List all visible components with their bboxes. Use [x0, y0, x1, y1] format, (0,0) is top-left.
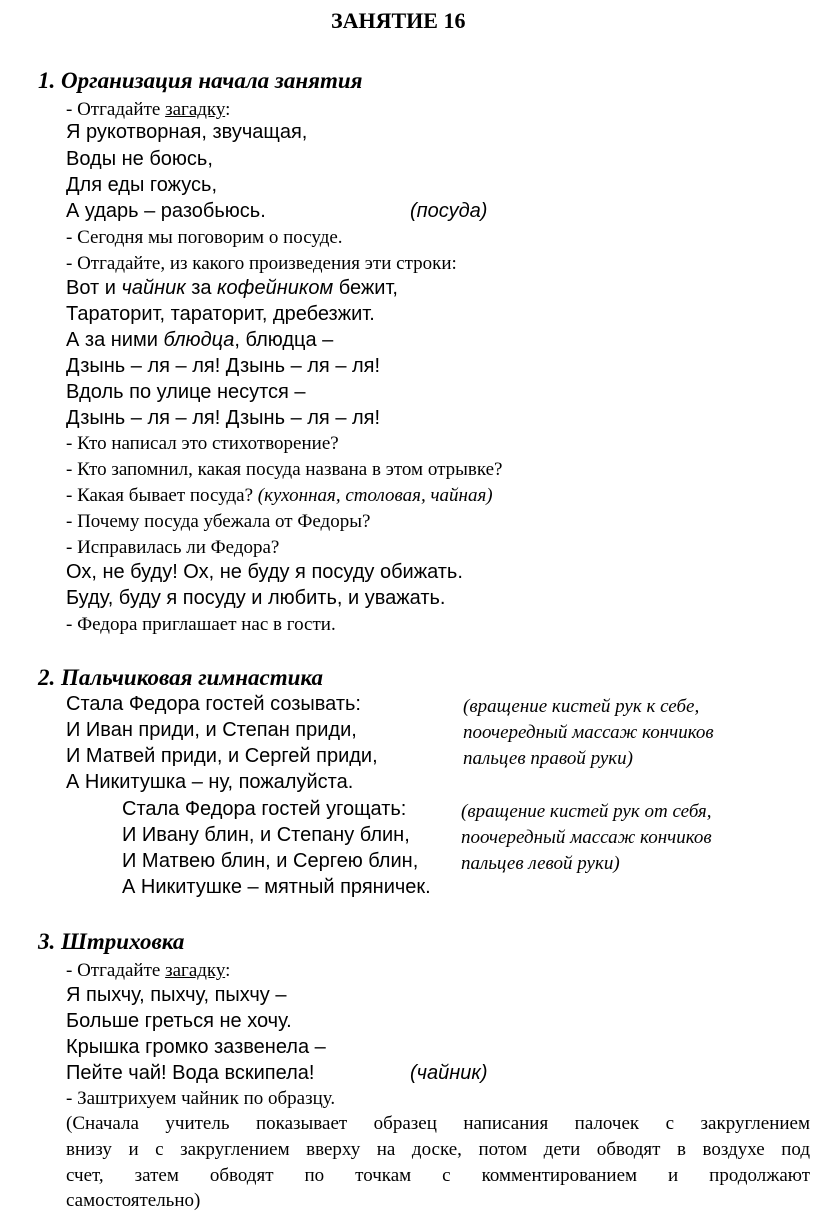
exercise-note: (вращение кистей рук от себя,: [461, 801, 712, 822]
text-line: - Отгадайте, из какого произведения эти строки:: [66, 253, 457, 274]
riddle-line: Для еды гожусь,: [66, 174, 217, 196]
section-2-heading: 2. Пальчиковая гимнастика: [38, 665, 323, 690]
poem-line: А за ними блюдца, блюдца –: [66, 329, 334, 351]
instruction-line: самостоятельно): [66, 1190, 201, 1211]
riddle-question-2: - Отгадайте загадку:: [66, 960, 231, 981]
riddle-line: Крышка громко зазвенела –: [66, 1036, 326, 1058]
riddle-line: Воды не боюсь,: [66, 148, 213, 170]
poem-line: Стала Федора гостей угощать:: [122, 798, 407, 820]
poem-line: Тараторит, тараторит, дребезжит.: [66, 303, 375, 325]
poem-line: Буду, буду я посуду и любить, и уважать.: [66, 587, 446, 609]
text-line: - Федора приглашает нас в гости.: [66, 614, 336, 635]
section-1-heading: 1. Организация начала занятия: [38, 68, 363, 93]
poem-line: И Ивану блин, и Степану блин,: [122, 824, 410, 846]
page-title: ЗАНЯТИЕ 16: [331, 8, 466, 33]
poem-line: Ох, не буду! Ох, не буду я посуду обижать.: [66, 561, 463, 583]
riddle-line: Больше греться не хочу.: [66, 1010, 292, 1032]
poem-line: И Матвею блин, и Сергею блин,: [122, 850, 419, 872]
riddle-line: А ударь – разобьюсь.: [66, 200, 266, 222]
riddle-answer: (посуда): [410, 200, 488, 222]
exercise-note: пальцев левой руки): [461, 853, 620, 874]
instruction-line: внизу и с закруглением вверху на доске, потом дети обводят в воздухе под: [66, 1139, 810, 1160]
poem-line: Стала Федора гостей созывать:: [66, 693, 361, 715]
poem-line: А Никитушка – ну, пожалуйста.: [66, 771, 354, 793]
exercise-note: поочередный массаж кончиков: [463, 722, 714, 743]
riddle-answer: (чайник): [410, 1062, 488, 1084]
exercise-note: (вращение кистей рук к себе,: [463, 696, 700, 717]
text-line: - Кто написал это стихотворение?: [66, 433, 339, 454]
poem-line: И Матвей приди, и Сергей приди,: [66, 745, 378, 767]
poem-line: А Никитушке – мятный пряничек.: [122, 876, 431, 898]
text-line: - Кто запомнил, какая посуда названа в этом отрывке?: [66, 459, 503, 480]
instruction-line: (Сначала учитель показывает образец написания палочек с закруглением: [66, 1113, 810, 1134]
poem-line: Вдоль по улице несутся –: [66, 381, 306, 403]
poem-line: Вот и чайник за кофейником бежит,: [66, 277, 398, 299]
riddle-line: Пейте чай! Вода вскипела!: [66, 1062, 315, 1084]
poem-line: И Иван приди, и Степан приди,: [66, 719, 357, 741]
poem-line: Дзынь – ля – ля! Дзынь – ля – ля!: [66, 407, 381, 429]
text-line: - Сегодня мы поговорим о посуде.: [66, 227, 343, 248]
text-line: - Почему посуда убежала от Федоры?: [66, 511, 371, 532]
exercise-note: пальцев правой руки): [463, 748, 633, 769]
instruction-line: счет, затем обводят по точкам с комментированием и продолжают: [66, 1165, 810, 1186]
riddle-line: Я пыхчу, пыхчу, пыхчу –: [66, 984, 287, 1006]
text-line: - Исправилась ли Федора?: [66, 537, 280, 558]
exercise-note: поочередный массаж кончиков: [461, 827, 712, 848]
text-line: - Какая бывает посуда? (кухонная, столовая, чайная): [66, 485, 493, 506]
text-line: - Заштрихуем чайник по образцу.: [66, 1088, 336, 1109]
riddle-question-1: - Отгадайте загадку:: [66, 99, 231, 120]
poem-line: Дзынь – ля – ля! Дзынь – ля – ля!: [66, 355, 381, 377]
section-3-heading: 3. Штриховка: [38, 929, 185, 954]
riddle-line: Я рукотворная, звучащая,: [66, 121, 308, 143]
